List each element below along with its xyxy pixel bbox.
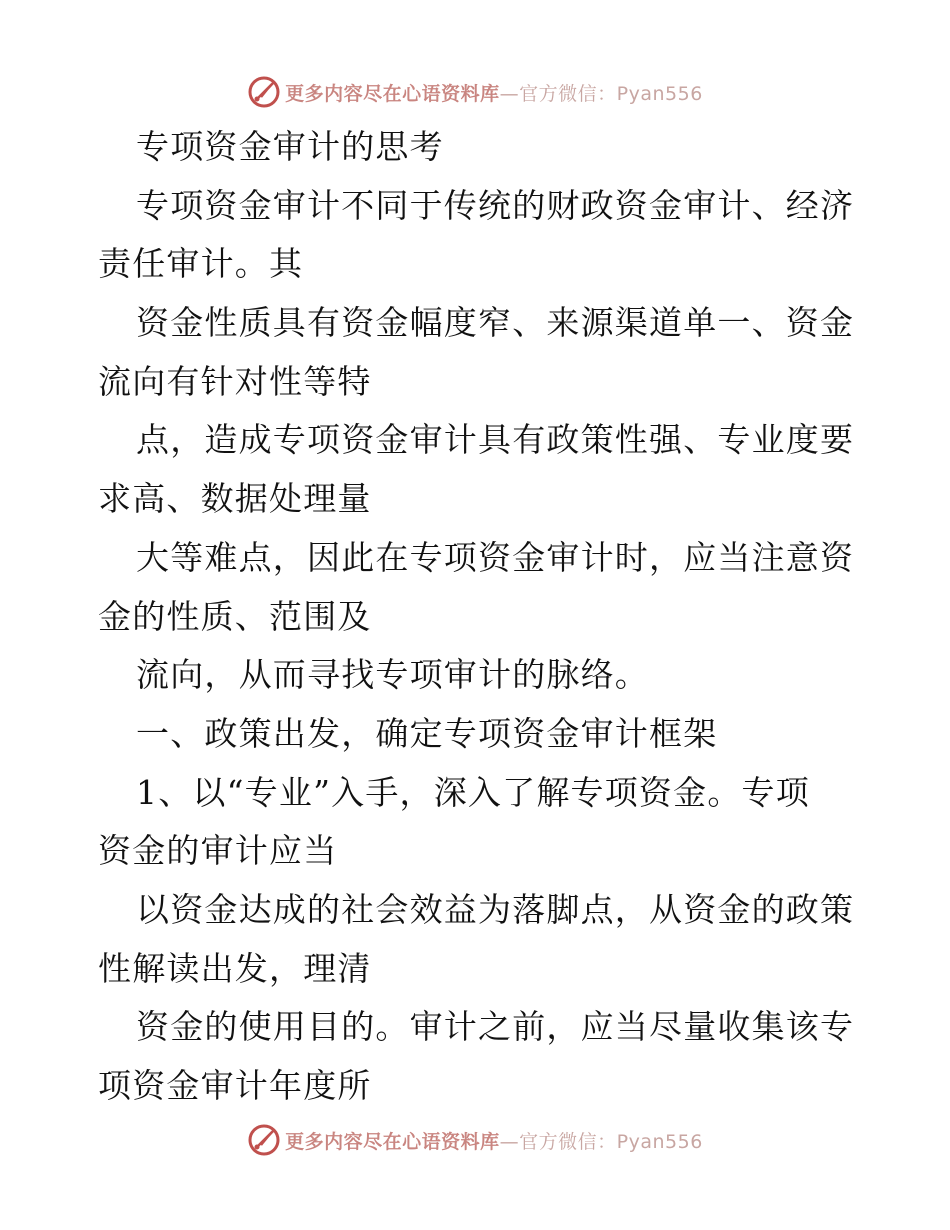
- watermark-brand: 更多内容尽在心语资料库: [285, 82, 500, 105]
- text-line: 1、以“专业”入手，深入了解专项资金。专项: [136, 772, 810, 812]
- text-line: 点，造成专项资金审计具有政策性强、专业度要: [136, 420, 855, 460]
- text-line: 资金的使用目的。审计之前，应当尽量收集该专: [136, 1007, 855, 1047]
- text-line: 专项资金审计不同于传统的财政资金审计、经济: [136, 185, 855, 225]
- quill-logo-icon: [247, 75, 281, 109]
- text-line: 资金性质具有资金幅度窄、来源渠道单一、资金: [136, 303, 855, 343]
- header-watermark: [0, 72, 950, 112]
- text-line: 以资金达成的社会效益为落脚点，从资金的政策: [136, 889, 855, 929]
- text-line: 金的性质、范围及: [98, 596, 372, 636]
- document-body: [98, 118, 858, 1116]
- text-line: 流向有针对性等特: [98, 361, 372, 401]
- text-line: 项资金审计年度所: [98, 1066, 372, 1105]
- watermark-brand: 更多内容尽在心语资料库: [285, 1130, 500, 1153]
- watermark-text: [285, 1127, 703, 1154]
- text-line: 求高、数据处理量: [98, 479, 372, 519]
- text-line: 性解读出发，理清: [98, 948, 372, 988]
- watermark-suffix: —官方微信：Pyan556: [499, 1130, 703, 1153]
- text-line: 资金的审计应当: [98, 831, 338, 871]
- text-line: 责任审计。其: [98, 244, 304, 284]
- section-heading: 一、政策出发，确定专项资金审计框架: [136, 713, 718, 753]
- doc-title: 专项资金审计的思考: [136, 127, 444, 166]
- footer-watermark: [0, 1120, 950, 1160]
- watermark-text: [285, 79, 703, 106]
- text-line: 流向，从而寻找专项审计的脉络。: [136, 655, 649, 695]
- text-line: 大等难点，因此在专项资金审计时，应当注意资: [136, 537, 855, 577]
- watermark-suffix: —官方微信：Pyan556: [499, 82, 703, 105]
- quill-logo-icon: [247, 1123, 281, 1157]
